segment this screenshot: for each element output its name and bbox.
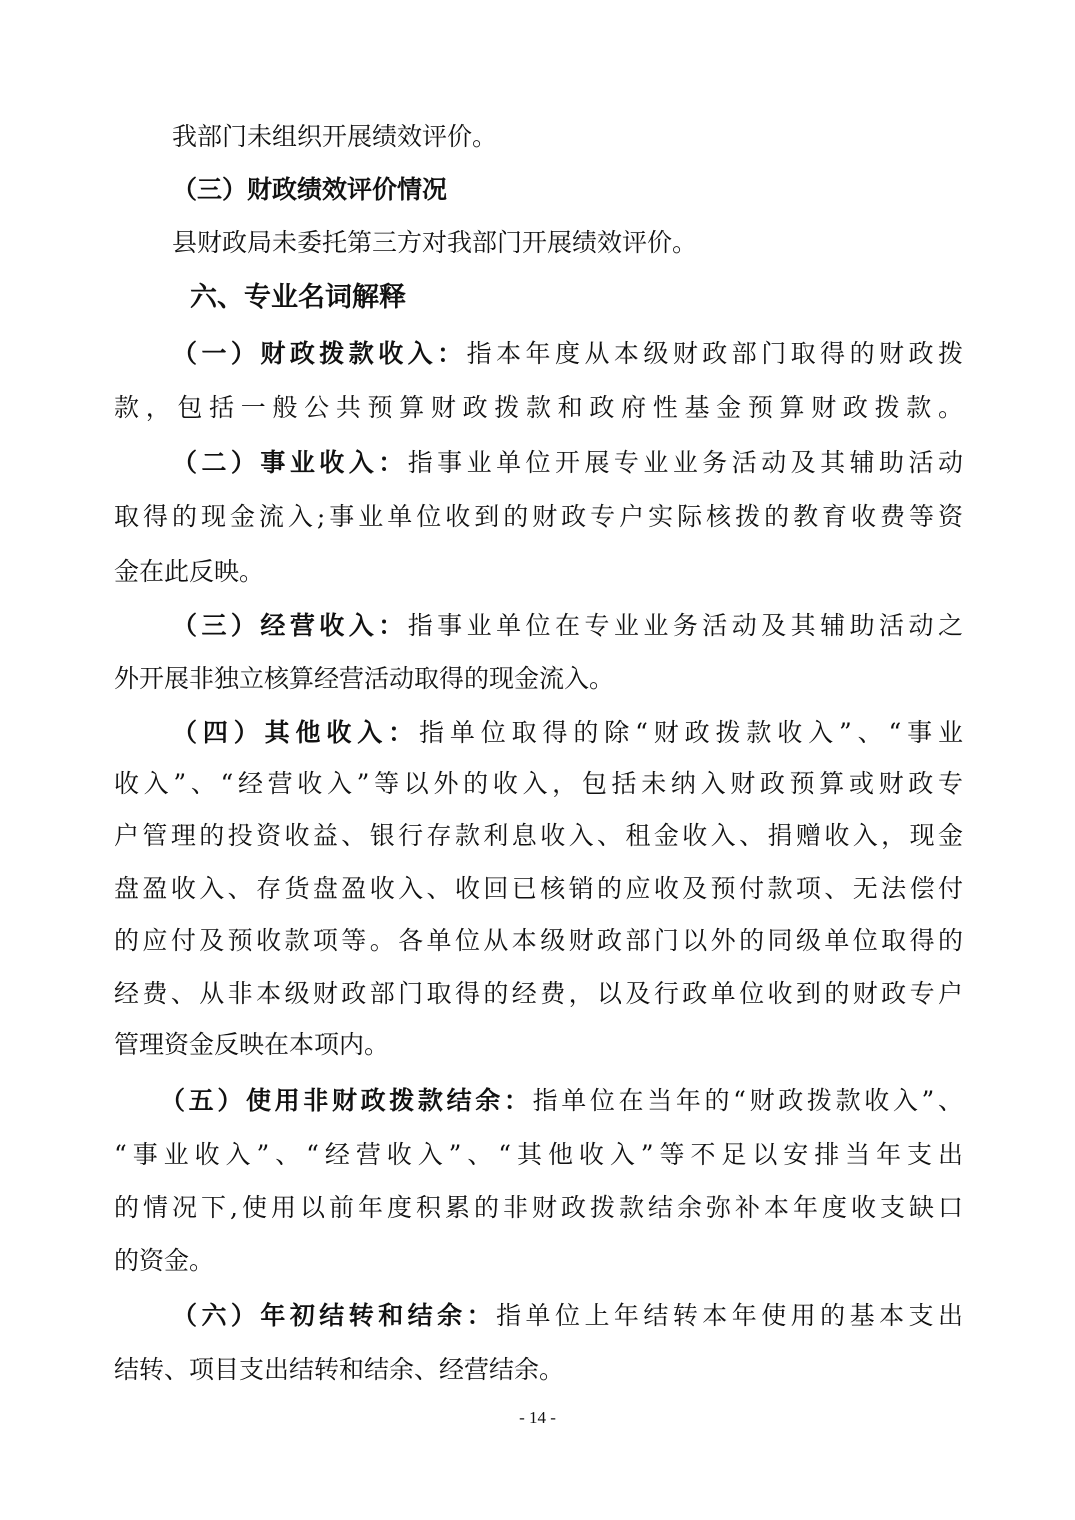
chapter-heading: 六、专业名词解释 (190, 282, 406, 313)
term-lead: （二）事业收入： (172, 448, 408, 477)
term-line: 户管理的投资收益、银行存款利息收入、租金收入、捐赠收入，现金 (114, 821, 963, 850)
paragraph-text: 县财政局未委托第三方对我部门开展绩效评价。 (172, 228, 698, 257)
page-number: - 14 - (519, 1408, 556, 1427)
term-lead: （五）使用非财政拨款结余： (160, 1086, 533, 1115)
term-lead: （三）经营收入： (172, 611, 408, 640)
term-line: 的资金。 (114, 1246, 215, 1275)
term-line: “事业收入”、“经营收入”、“其他收入”等不足以安排当年支出 (114, 1140, 963, 1169)
term-line: （三）经营收入：指事业单位在专业业务活动及其辅助活动之 (172, 611, 963, 640)
term-line: （一）财政拨款收入：指本年度从本级财政部门取得的财政拨 (172, 339, 963, 368)
term-line: 的应付及预收款项等。各单位从本级财政部门以外的同级单位取得的 (114, 926, 963, 955)
term-line: 外开展非独立核算经营活动取得的现金流入。 (114, 664, 615, 693)
term-line: 款，包括一般公共预算财政拨款和政府性基金预算财政拨款。 (114, 393, 963, 422)
term-line: 结转、项目支出结转和结余、经营结余。 (114, 1355, 565, 1384)
term-line: （四）其他收入：指单位取得的除“财政拨款收入”、“事业 (172, 718, 963, 747)
term-lead: （四）其他收入： (172, 718, 419, 747)
term-line: 的情况下,使用以前年度积累的非财政拨款结余弥补本年度收支缺口 (114, 1193, 963, 1222)
term-line: （六）年初结转和结余：指单位上年结转本年使用的基本支出 (172, 1301, 963, 1330)
term-lead: （六）年初结转和结余： (172, 1301, 497, 1330)
term-line: 盘盈收入、存货盘盈收入、收回已核销的应收及预付款项、无法偿付 (114, 874, 963, 903)
term-line: （二）事业收入：指事业单位开展专业业务活动及其辅助活动 (172, 448, 963, 477)
term-lead: （一）财政拨款收入： (172, 339, 467, 368)
paragraph-text: 我部门未组织开展绩效评价。 (172, 122, 498, 151)
term-line: 经费、从非本级财政部门取得的经费，以及行政单位收到的财政专户 (114, 979, 963, 1008)
term-line: 管理资金反映在本项内。 (114, 1030, 390, 1059)
term-line: （五）使用非财政拨款结余：指单位在当年的“财政拨款收入”、 (160, 1086, 963, 1115)
term-line: 收入”、“经营收入”等以外的收入，包括未纳入财政预算或财政专 (114, 769, 963, 798)
term-line: 金在此反映。 (114, 557, 265, 586)
term-line: 取得的现金流入;事业单位收到的财政专户实际核拨的教育收费等资 (114, 502, 963, 531)
section-heading: （三）财政绩效评价情况 (172, 175, 448, 204)
